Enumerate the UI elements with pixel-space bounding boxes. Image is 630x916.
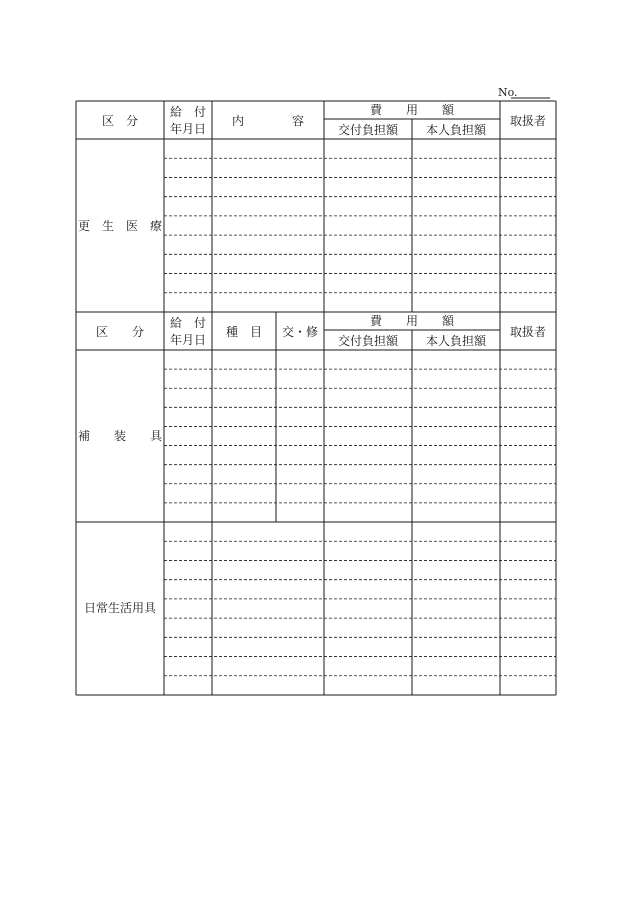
medical-issued-burden-header: 交付負担額 bbox=[337, 123, 399, 137]
medical-self-burden-header: 本人負担額 bbox=[425, 123, 487, 137]
medical-row-label: 更 生 医 療 bbox=[77, 219, 163, 233]
medical-supply-date-header-2: 年月日 bbox=[169, 122, 207, 136]
medical-contents-header: 内 容 bbox=[231, 114, 305, 128]
devices-handler-header: 取扱者 bbox=[509, 325, 547, 339]
medical-cost-header: 費 用 額 bbox=[369, 103, 455, 117]
daily-living-label: 日常生活用具 bbox=[83, 601, 157, 615]
medical-supply-date-header-1: 給 付 bbox=[169, 105, 207, 119]
devices-item-type-header: 種 目 bbox=[225, 325, 263, 339]
devices-supply-date-header-2: 年月日 bbox=[169, 333, 207, 347]
devices-entry-rows[interactable] bbox=[164, 369, 556, 503]
assistive-devices-label: 補 装 具 bbox=[77, 429, 163, 443]
devices-cost-header: 費 用 額 bbox=[369, 314, 455, 328]
medical-entry-rows[interactable] bbox=[164, 158, 556, 293]
devices-exchange-repair-header: 交・修 bbox=[281, 325, 319, 339]
devices-supply-date-header-1: 給 付 bbox=[169, 316, 207, 330]
devices-issued-burden-header: 交付負担額 bbox=[337, 334, 399, 348]
medical-handler-header: 取扱者 bbox=[509, 114, 547, 128]
daily-living-entry-rows[interactable] bbox=[164, 541, 556, 676]
devices-self-burden-header: 本人負担額 bbox=[425, 334, 487, 348]
medical-category-header: 区 分 bbox=[101, 114, 139, 128]
doc-number-label: No. bbox=[498, 86, 518, 99]
devices-category-header: 区 分 bbox=[95, 325, 145, 339]
